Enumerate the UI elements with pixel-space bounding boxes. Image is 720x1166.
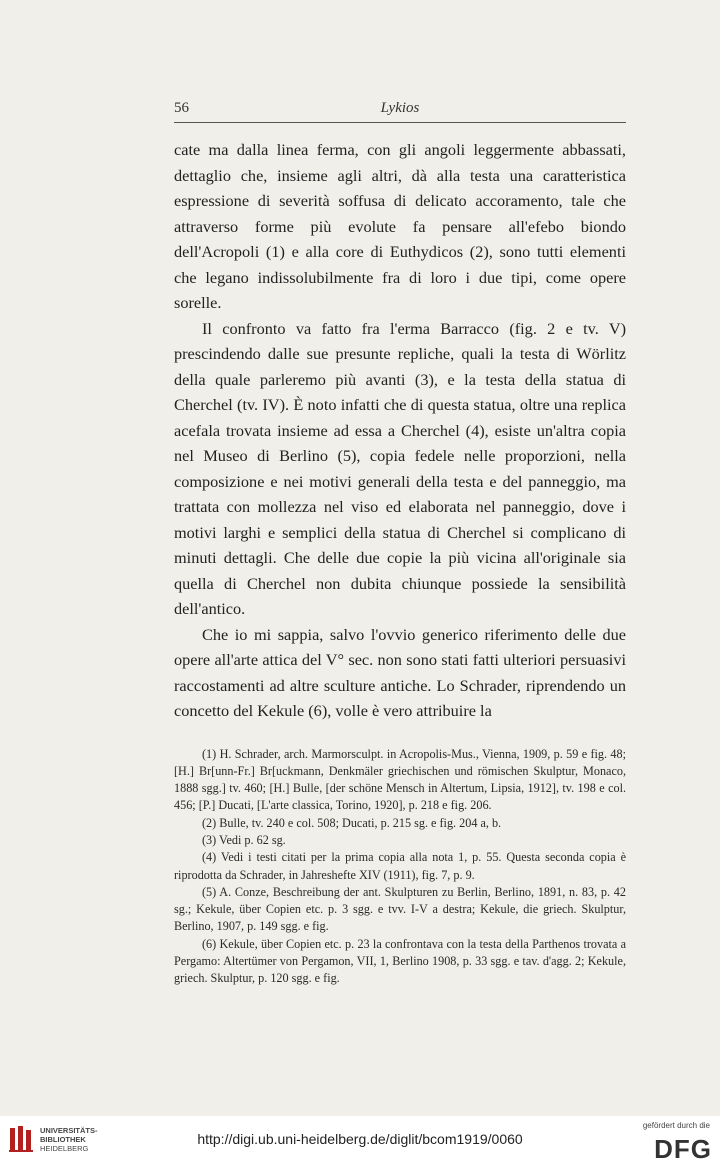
page-number: 56 (174, 100, 189, 116)
library-name-line-2: BIBLIOTHEK (40, 1135, 86, 1144)
footnote-3: (3) Vedi p. 62 sg. (202, 832, 286, 847)
paragraph-3: Che io mi sappia, salvo l'ovvio generico riferimento delle due opere all'arte attica del V° sec. non sono stati fatti ulteriori persuasivi raccostamenti ad altre sculture antiche. Lo Schrader, riprendendo un concetto del Kekule (6), volle è vero attribuire la (174, 624, 626, 720)
library-name-line-1: UNIVERSITÄTS- (40, 1126, 98, 1135)
footnotes (174, 746, 626, 988)
paragraph-1: cate ma dalla linea ferma, con gli angoli leggermente abbassati, dettaglio che, insieme agli altri, dà alla testa una caratteristica espressione di severità soffusa di delicato accoramento, tale che attraverso forme più evolute fa pensare all'efebo biondo dell'Acropoli (1) e alla core di Euthydicos (2), sono tutti elementi che legano indissolubilmente fra di loro i due tipi, come opere sorelle. (174, 140, 626, 312)
footnote-5: (5) A. Conze, Beschreibung der ant. Skulpturen zu Berlin, Berlino, 1891, n. 83, p. 42 sg.; Kekule, über Copien etc. p. 3 sgg. e tvv. I-V a destra; Kekule, die griech. Skulptur, Berlino, 1907, p. 149 sgg. e fig. (174, 884, 626, 934)
footnote-4: (4) Vedi i testi citati per la prima copia alla nota 1, p. 55. Questa seconda copia è riprodotta da Schrader, in Jahreshefte XIV (1911), fig. 7, p. 9. (174, 850, 626, 882)
body-text (174, 137, 626, 724)
footnote-1: (1) H. Schrader, arch. Marmorsculpt. in Acropolis-Mus., Vienna, 1909, p. 59 e fig. 48; [H.] Br[unn-Fr.] Br[uckmann, Denkmäler griechischen und römischen Skulptur, Monaco, 1888 sgg.] tv. 460; [H.] Bulle, [der schöne Mensch in Altertum, Lipsia, 1912], tv. 198 e col. 456; [P.] Ducati, [L'arte classica, Torino, 1920], p. 218 e fig. 206. (174, 746, 626, 813)
paragraph-2: Il confronto va fatto fra l'erma Barracco (fig. 2 e tv. V) prescindendo dalle sue presunte repliche, quali la testa di Wörlitz della quale parleremo più avanti (3), e la testa della statua di Cherchel (tv. IV). È noto infatti che di questa statua, oltre una replica acefala trovata insieme ad essa a Cherchel (4), esiste un'altra copia nel Museo di Berlino (5), copia fedele nelle proporzioni, nella composizione e nei motivi generali della testa e del panneggio, ma trattata con mollezza nel viso ed elaborata nel panneggio, dove i motivi larghi e semplici della statua di Cherchel si complicano di minuti dettagli. Che delle due copie la più vicina all'originale sia quella di Cherchel non dubita chiunque possiede la sensibilità dell'antico. (174, 318, 626, 618)
page-content (174, 100, 626, 988)
footnote-2: (2) Bulle, tv. 240 e col. 508; Ducati, p. 215 sg. e fig. 204 a, b. (202, 815, 502, 830)
funded-by-label: gefördert durch die (642, 1121, 710, 1130)
footnote-6: (6) Kekule, über Copien etc. p. 23 la confrontava con la testa della Parthenos trovata a Pergamo: Altertümer von Pergamon, VII, 1, Berlino 1908, p. 33 sgg. e tav. d'agg. 2; Kekule, griech. Skulptur, p. 120 sgg. e fig. (174, 936, 626, 986)
running-title: Lykios (380, 100, 420, 116)
dfg-logo: DFG (654, 1134, 712, 1164)
running-header (174, 100, 626, 123)
permalink-url[interactable]: http://digi.ub.uni-heidelberg.de/diglit/bcom1919/0060 (197, 1131, 523, 1147)
library-name-line-3: HEIDELBERG (40, 1144, 89, 1153)
